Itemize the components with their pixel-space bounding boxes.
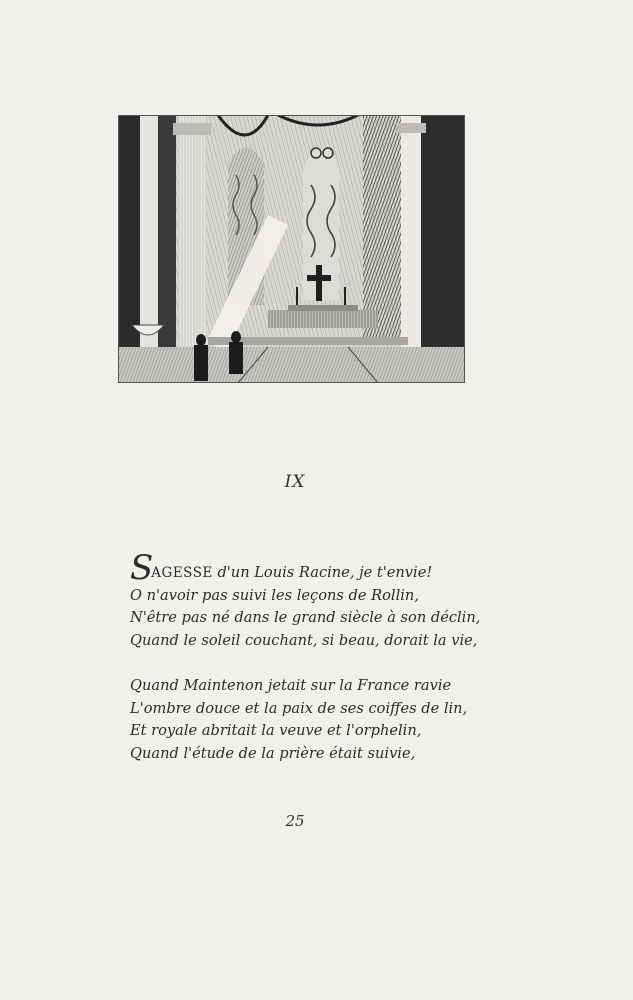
stanza-1	[130, 548, 560, 652]
small-caps-word: AGESSE	[151, 565, 213, 581]
poem-line: L'ombre douce et la paix de ses coiffes de lin,	[130, 699, 468, 717]
cathedral-interior-engraving-icon	[118, 115, 465, 383]
poem-line: Quand Maintenon jetait sur la France ravie	[130, 677, 452, 694]
stanza-2	[130, 675, 560, 765]
poem	[130, 548, 560, 765]
drop-cap: S	[130, 548, 154, 588]
poem-line: Et royale abritait la veuve et l'orphelin,	[130, 722, 422, 739]
poem-line: N'être pas né dans le grand siècle à son déclin,	[130, 609, 481, 626]
first-line-rest: d'un Louis Racine, je t'envie!	[212, 564, 433, 581]
poem-line: Quand le soleil couchant, si beau, dorait la vie,	[130, 631, 478, 649]
poem-line: O n'avoir pas suivi les leçons de Rollin,	[130, 586, 419, 604]
poem-line: Quand l'étude de la prière était suivie,	[130, 744, 416, 762]
poem-line-1	[130, 548, 560, 588]
section-numeral: IX	[284, 472, 306, 492]
page-number: 25	[285, 812, 305, 830]
